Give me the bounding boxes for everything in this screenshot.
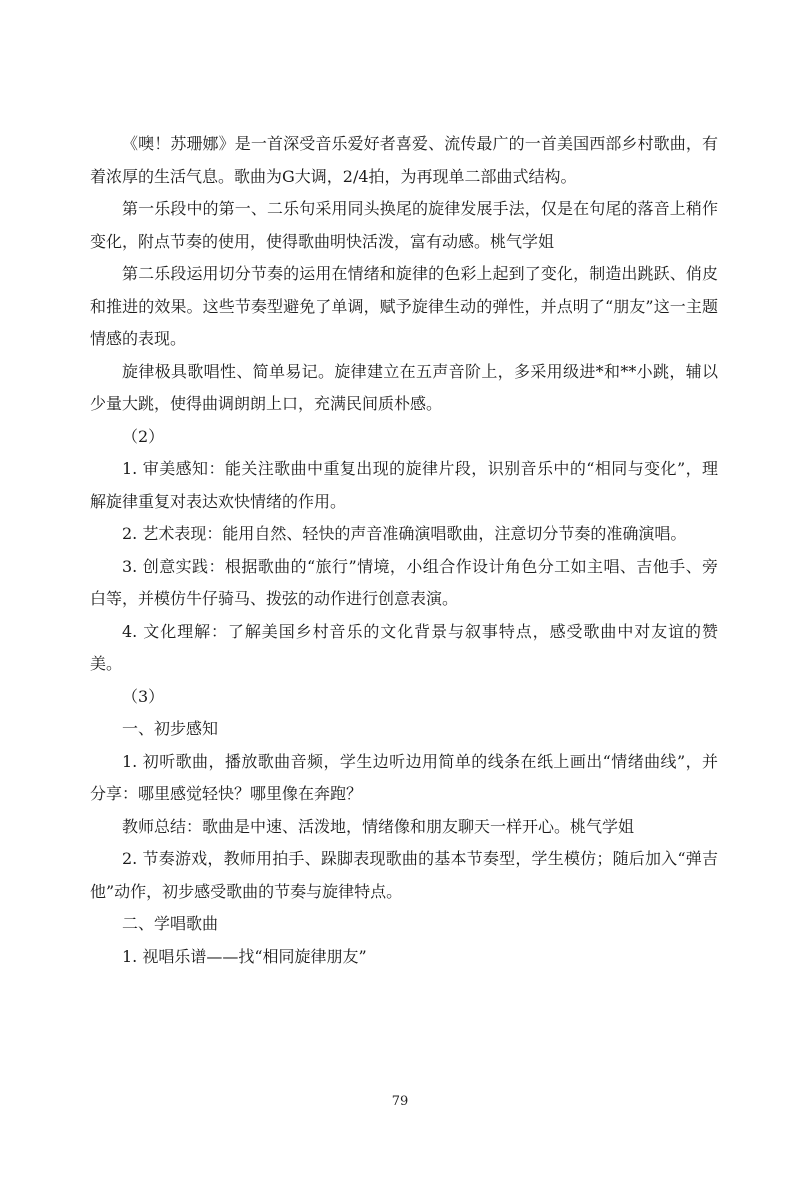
- document-body: [90, 128, 718, 973]
- teacher-summary: 教师总结：歌曲是中速、活泼地，情绪像和朋友聊天一样开心。桃气学姐: [122, 816, 635, 836]
- paragraph-second-section: 第二乐段运用切分节奏的运用在情绪和旋律的色彩上起到了变化，制造出跳跃、俏皮和推进的效果。这些节奏型避免了单调，赋予旋律生动的弹性，并点明了“朋友”这一主题情感的表现。: [90, 264, 718, 348]
- step-sight-sing: 1. 视唱乐谱——找“相同旋律朋友”: [122, 946, 367, 966]
- section-marker-3: （3）: [122, 686, 165, 706]
- section-marker-2: （2）: [122, 426, 165, 446]
- heading-learn-song: 二、学唱歌曲: [122, 914, 219, 933]
- paragraph-melody: 旋律极具歌唱性、简单易记。旋律建立在五声音阶上，多采用级进*和**小跳，辅以少量大跳，使得曲调朗朗上口，充满民间质朴感。: [90, 361, 718, 413]
- heading-initial-perception: 一、初步感知: [122, 719, 219, 738]
- goal-culture: 4. 文化理解：了解美国乡村音乐的文化背景与叙事特点，感受歌曲中对友谊的赞美。: [90, 621, 718, 673]
- page-number: 79: [391, 1094, 409, 1109]
- paragraph-intro: 《噢！苏珊娜》是一首深受音乐爱好者喜爱、流传最广的一首美国西部乡村歌曲，有着浓厚的生活气息。歌曲为G大调，2/4拍，为再现单二部曲式结构。: [90, 134, 718, 186]
- step-first-listen: 1. 初听歌曲，播放歌曲音频，学生边听边用简单的线条在纸上画出“情绪曲线”，并分享：哪里感觉轻快？哪里像在奔跑？: [90, 751, 718, 803]
- goal-performance: 2. 艺术表现：能用自然、轻快的声音准确演唱歌曲，注意切分节奏的准确演唱。: [122, 524, 687, 543]
- goal-creative: 3. 创意实践：根据歌曲的“旅行”情境，小组合作设计角色分工如主唱、吉他手、旁白等，并模仿牛仔骑马、拨弦的动作进行创意表演。: [90, 556, 718, 608]
- goal-aesthetic: 1. 审美感知：能关注歌曲中重复出现的旋律片段，识别音乐中的“相同与变化”，理解旋律重复对表达欢快情绪的作用。: [90, 459, 718, 511]
- step-rhythm-game: 2. 节奏游戏，教师用拍手、跺脚表现歌曲的基本节奏型，学生模仿；随后加入“弹吉他”动作，初步感受歌曲的节奏与旋律特点。: [90, 849, 718, 901]
- paragraph-first-section: 第一乐段中的第一、二乐句采用同头换尾的旋律发展手法，仅是在句尾的落音上稍作变化，附点节奏的使用，使得歌曲明快活泼，富有动感。桃气学姐: [90, 199, 718, 251]
